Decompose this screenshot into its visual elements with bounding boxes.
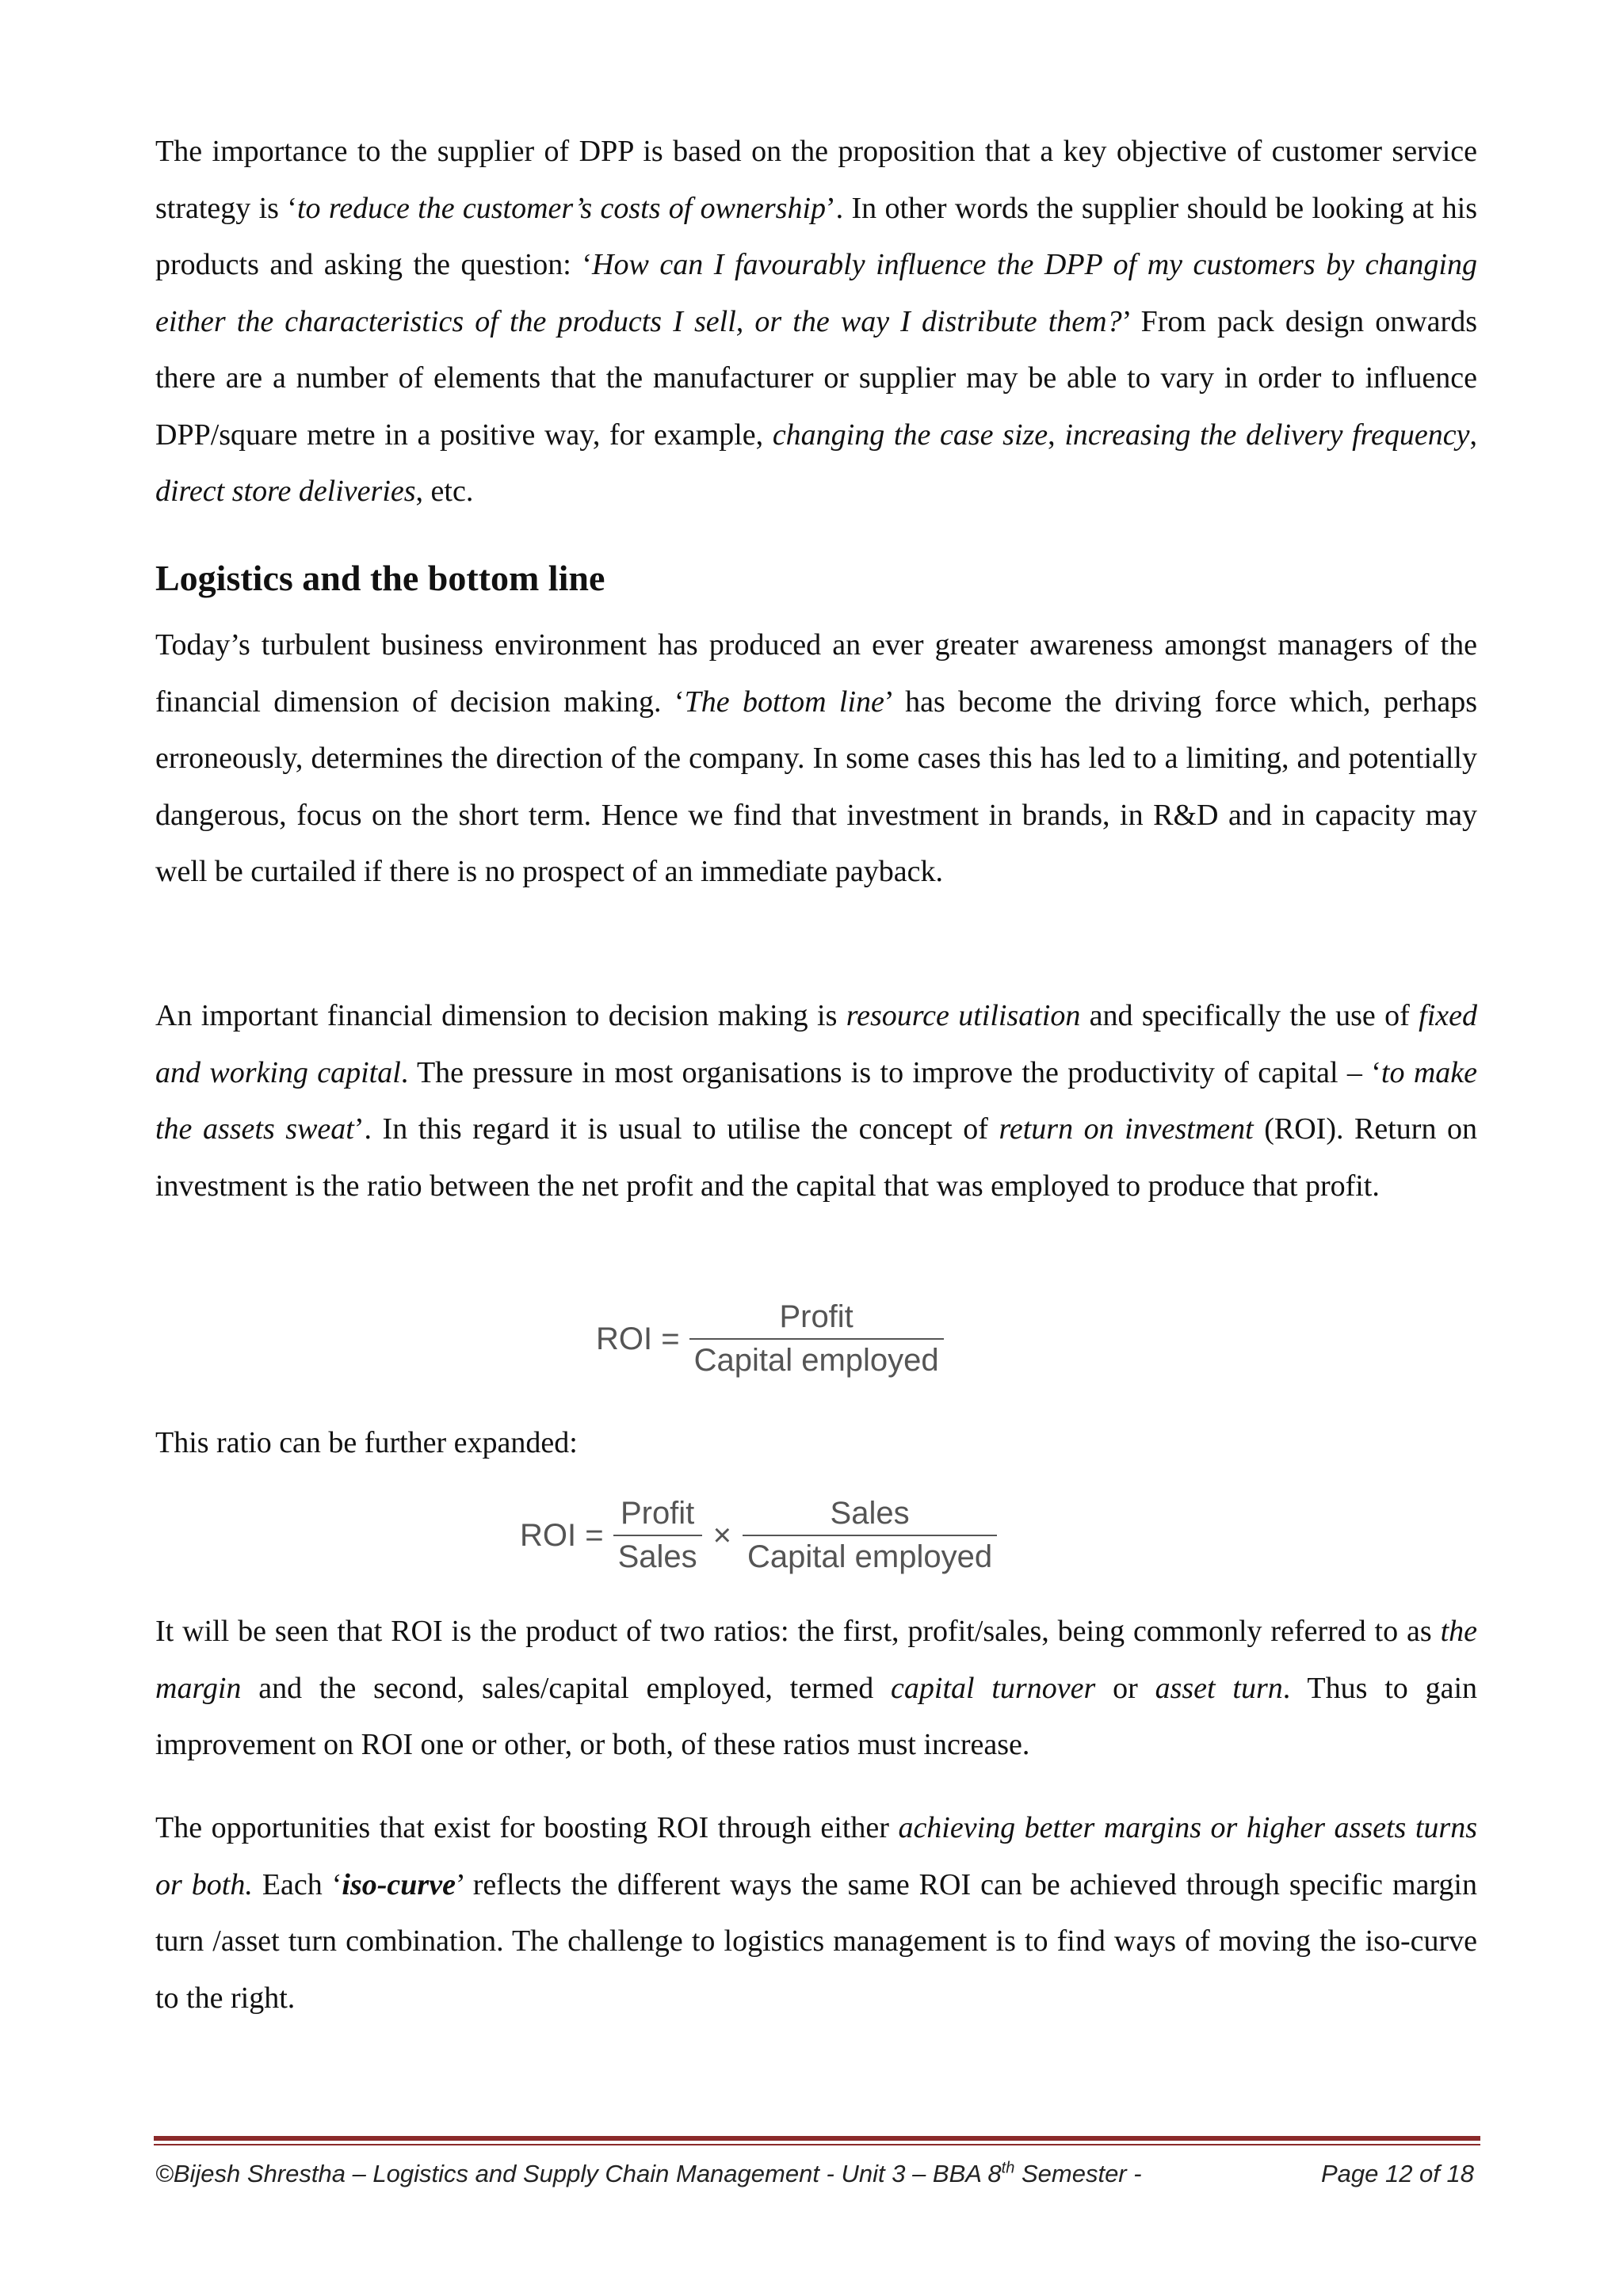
fraction-numerator: Profit bbox=[620, 1496, 695, 1531]
multiply-sign: × bbox=[712, 1517, 732, 1553]
text-span: , bbox=[1048, 418, 1065, 452]
paragraph-bottom-line bbox=[155, 617, 1477, 901]
italic-span: return on investment bbox=[999, 1112, 1254, 1146]
formula-lhs: ROI = bbox=[596, 1321, 680, 1356]
text-span: The importance to the supplier of DPP is based on the proposition that a key objective of customer service strategy is ‘ bbox=[155, 135, 1477, 225]
italic-span: the margin bbox=[155, 1615, 1477, 1705]
roi-expanded-formula bbox=[520, 1496, 997, 1575]
footer-divider-thick bbox=[154, 2136, 1480, 2141]
fraction-numerator: Sales bbox=[830, 1496, 910, 1531]
text-span: . Thus to gain improvement on ROI one or other, or both, of these ratios must increase. bbox=[155, 1671, 1478, 1761]
text-span: Today’s turbulent business environment has produced an ever greater awareness amongst managers of the financial dimension of decision making. ‘ bbox=[155, 628, 1477, 719]
italic-span: increasing the delivery frequency bbox=[1064, 418, 1470, 452]
formula-lhs: ROI = bbox=[520, 1517, 604, 1553]
roi-formula bbox=[596, 1299, 944, 1379]
page-number: Page 12 of 18 bbox=[1320, 2160, 1474, 2187]
text-span: , bbox=[1469, 418, 1477, 452]
paragraph-dpp-importance bbox=[155, 124, 1477, 521]
page-footer bbox=[155, 2160, 1474, 2188]
text-span: The opportunities that exist for boosting ROI through either bbox=[155, 1811, 899, 1844]
italic-span: fixed and working capital bbox=[155, 999, 1477, 1089]
text-span: or bbox=[1095, 1671, 1155, 1705]
text-span: . The pressure in most organisations is to improve the productivity of capital – ‘ bbox=[400, 1055, 1381, 1089]
italic-span: to reduce the customer’s costs of ownership bbox=[296, 191, 827, 225]
fraction-denominator: Capital employed bbox=[689, 1338, 944, 1379]
footer-credit bbox=[155, 2160, 1142, 2187]
paragraph-roi-definition bbox=[155, 988, 1477, 1215]
footer-divider-thin bbox=[154, 2144, 1480, 2145]
text-span: ’. In other words the supplier should be looking at his products and asking the question: ‘ bbox=[155, 191, 1478, 281]
paragraph-iso-curve bbox=[155, 1800, 1477, 2027]
footer-credit-text: ©Bijesh Shrestha – Logistics and Supply Chain Management - Unit 3 – BBA 8 bbox=[155, 2160, 1002, 2188]
italic-span: changing the case size bbox=[772, 418, 1048, 452]
text-span: (ROI). Return on investment is the ratio between the net profit and the capital that was employed to produce that profit. bbox=[155, 1112, 1477, 1203]
margin-fraction bbox=[613, 1496, 702, 1575]
text-span: It will be seen that ROI is the product of two ratios: the first, profit/sales, being commonly referred to as bbox=[155, 1615, 1441, 1648]
italic-span: The bottom line bbox=[684, 685, 884, 719]
italic-span: to make the assets sweat bbox=[155, 1055, 1477, 1146]
bold-italic-span: iso-curve bbox=[342, 1867, 456, 1901]
text-span: ’ reflects the different ways the same ROI can be achieved through specific margin turn /asset turn combination. The challenge to logistics management is to find ways of moving the iso-curve to the right. bbox=[155, 1867, 1477, 2015]
text-span: , etc. bbox=[415, 475, 474, 508]
text-span: An important financial dimension to decision making is bbox=[155, 999, 846, 1032]
fraction-numerator: Profit bbox=[779, 1299, 854, 1334]
italic-span: capital turnover bbox=[891, 1671, 1096, 1705]
text-span: ’ has become the driving force which, perhaps erroneously, determines the direction of the company. In some cases this has led to a limiting, and potentially dangerous, focus on the short term. Hence we find that investment in brands, in R&D and in capacity may well be curtailed if there is no prospect of an immediate payback. bbox=[155, 685, 1477, 888]
italic-span: How can I favourably influence the DPP of my customers by changing either the characteristics of the products I sell, or the way I distribute them? bbox=[155, 248, 1477, 338]
text-span: and the second, sales/capital employed, termed bbox=[241, 1671, 892, 1705]
text-span: ’ From pack design onwards there are a number of elements that the manufacturer or supplier may be able to vary in order to influence DPP/square metre in a positive way, for example, bbox=[155, 304, 1477, 452]
italic-span: asset turn bbox=[1155, 1671, 1283, 1705]
fraction-denominator: Sales bbox=[613, 1535, 702, 1575]
italic-span: achieving better margins or higher assets turns or both. bbox=[155, 1811, 1478, 1901]
paragraph-expansion-intro bbox=[155, 1415, 1477, 1472]
footer-credit-end: Semester - bbox=[1014, 2160, 1142, 2188]
fraction-denominator: Capital employed bbox=[743, 1535, 997, 1575]
section-heading: Logistics and the bottom line bbox=[155, 558, 605, 598]
text-span: Each ‘ bbox=[252, 1867, 342, 1901]
footer-superscript: th bbox=[1001, 2160, 1015, 2177]
italic-span: resource utilisation bbox=[846, 999, 1081, 1032]
text-span: This ratio can be further expanded: bbox=[155, 1426, 578, 1459]
text-span: and specifically the use of bbox=[1080, 999, 1419, 1032]
asset-turn-fraction bbox=[743, 1496, 997, 1575]
text-span: ’. In this regard it is usual to utilise the concept of bbox=[353, 1112, 999, 1146]
paragraph-two-ratios bbox=[155, 1604, 1477, 1774]
fraction bbox=[689, 1299, 944, 1379]
italic-span: direct store deliveries bbox=[155, 475, 416, 508]
